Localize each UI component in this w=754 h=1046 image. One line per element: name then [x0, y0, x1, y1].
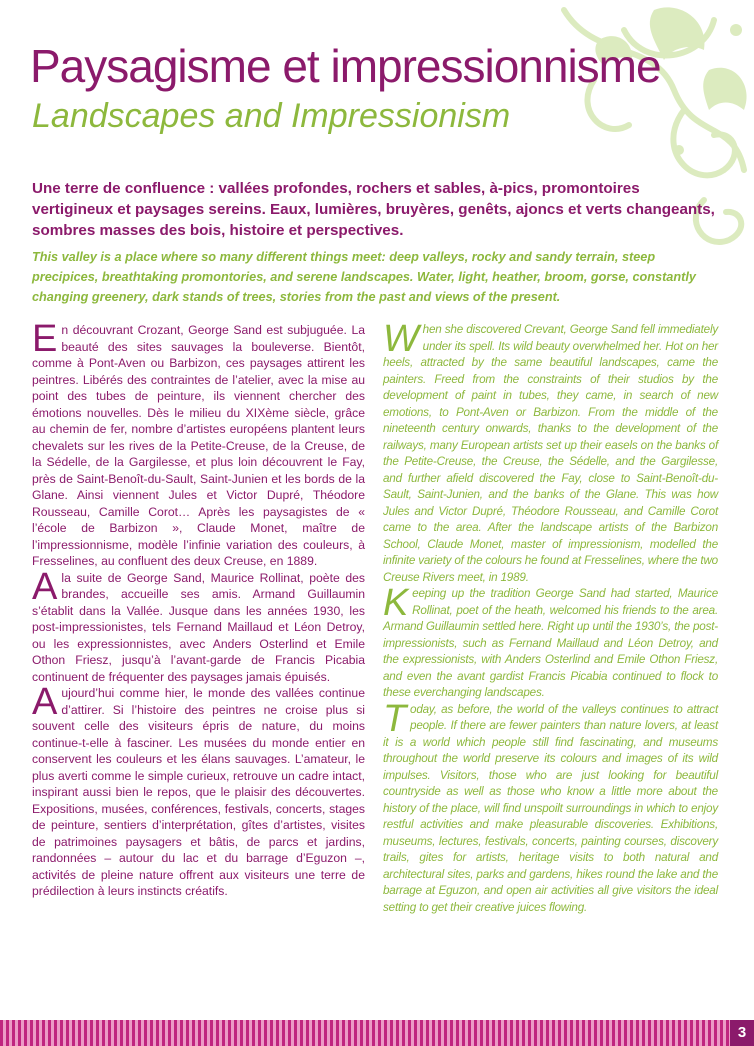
drop-cap: A: [32, 565, 58, 608]
paragraph-text: n découvrant Crozant, George Sand est subjuguée. La beauté des sites sauvages la bouleverse. Bientôt, comme à Pont-Aven ou Barbizon, ces paysages attirent les peintres. Libérés des contraintes de l’atelier, avec la mise au point des tubes de peinture, ils viennent chercher des émotions nouvelles. Dès le milieu du XIXème siècle, grâce au chemin de fer, nombre d’artistes européens plantent leurs chevalets sur les rives de la Petite-Creuse, de la Creuse, de la Sédelle, de la Gargilesse, et plus loin découvrent le Fay, près de Saint-Benoît-du-Sault, Saint-Junien et les bords de la Glane. Ainsi viennent Jules et Victor Dupré, Théodore Rousseau, Camille Corot… Après les paysagistes de « l’école de Barbizon », Claude Monet, maître de l’impressionnisme, modèle l’infinie variation des couleurs, à Fresselines, au confluent des deux Creuse, en 1889.: [32, 323, 365, 568]
lead-paragraph-fr: Une terre de confluence : vallées profondes, rochers et sables, à-pics, promontoires vertigineux et paysages sereins. Eaux, lumières, bruyères, genêts, ajoncs et verts changeants, sombres masses des bois, histoire et perspectives.: [32, 180, 715, 239]
paragraph-fr: [32, 318, 365, 570]
paragraph-fr: [32, 565, 365, 686]
lead-paragraph-en: This valley is a place where so many different things meet: deep valleys, rocky and sandy terrain, steep precipices, breathtaking promontories, and serene landscapes. Water, light, heather, broom, gorse, constantly changing greenery, dark stands of trees, stories from the past and views of the present.: [32, 250, 696, 304]
page-number: 3: [730, 1020, 754, 1046]
drop-cap: W: [383, 318, 419, 360]
paragraph-fr: [32, 681, 365, 900]
paragraph-en: [383, 318, 718, 586]
drop-cap: A: [32, 681, 58, 723]
paragraph-text: eeping up the tradition George Sand had started, Maurice Rollinat, poet of the heath, welcomed his friends to the area. Armand Guillaumin settled here. Right up until the 1930’s, the post-impressionists, such as Fernand Maillaud and Léon Detroy, and the expressionists, with Anders Osterlind and Emile Othon Friesz, and even the avant gardist Francis Picabia continued to flock to these everchanging landscapes.: [383, 587, 718, 699]
drop-cap: K: [383, 582, 409, 624]
footer-stripe-band: [0, 1020, 754, 1046]
paragraph-text: oday, as before, the world of the valleys continues to attract people. If there are fewer painters than nature lovers, at least it is a world which people still find fascinating, and museums throughout the world preserve its colours and images of its wild impulses. Visitors, those who are just looking for beautiful countryside as well as those who know a little more about the history of the place, will find unspoilt surroundings in which to enjoy restful activities and make pleasurable discoveries. Exhibitions, museums, lectures, festivals, concerts, painting courses, discovery trails, gites for artists, heritage visits to both natural and architectural sites, parks and gardens, hikes round the lake and the barrage at Eguzon, and open air activities all give visitors the ideal setting to get their creative juices flowing.: [383, 702, 718, 914]
paragraph-en: [383, 697, 718, 917]
drop-cap: E: [32, 318, 58, 360]
french-column: [32, 318, 365, 900]
page-subtitle: Landscapes and Impressionism: [32, 97, 511, 135]
drop-cap: T: [383, 697, 407, 740]
paragraph-text: la suite de George Sand, Maurice Rollinat, poète des brandes, accueille ses amis. Armand Guillaumin s’établit dans la Vallée. Jusque dans les années 1930, les post-impressionistes, tels Fernand Maillaud et Léon Detroy, ou les expressionnistes, avec Anders Osterlind et Emile Othon Friesz, jusqu’à l’avant-garde de Francis Picabia continuent de fréquenter des paysages jamais épuisés.: [32, 570, 365, 684]
paragraph-text: ujourd’hui comme hier, le monde des vallées continue d’attirer. Si l’histoire des peintres ne croise plus si souvent celle des visiteurs épris de nature, du moins continue-t-elle à fasciner. Les musées du monde entier en conservent les couleurs et les élans sauvages. L’amateur, le plus averti comme le simple curieux, retrouve un cadre intact, inspirant aussi bien le repos, que le plaisir des découvertes. Expositions, musées, conférences, festivals, concerts, stages de peinture, sentiers d’interprétation, gîtes d’artistes, visites de patrimoines paysagers et bâtis, de parcs et jardins, randonnées – autour du lac et du barrage d’Eguzon –, activités de pleine nature offrent aux visiteurs une terre de prédilection à leurs instincts créatifs.: [32, 686, 365, 898]
english-column: [383, 318, 718, 916]
paragraph-en: [383, 582, 718, 702]
paragraph-text: hen she discovered Crevant, George Sand fell immediately under its spell. Its wild beauty overwhelmed her. Hot on her heels, attracted by the same beautiful landscapes, came the painters. Freed from the constraints of their studios by the development of paint in tubes, they came, in search of new emotions, to Pont-Aven or Barbizon. From the middle of the nineteenth century onwards, thanks to the development of the railways, many European artists set up their easels on the banks of the Petite-Creuse, the Creuse, the Sédelle, and the Gargilesse, and further afield discovered the Fay, close to Saint-Benoît-du-Sault, Saint-Junien, and the banks of the Glane. This was how Jules and Victor Dupré, Théodore Rousseau, and Camille Corot came to the area. After the landscape artists of the Barbizon School, Claude Monet, master of impressionism, modelled the infinite variety of the colours he found at Fresselines, where the two Creuse Rivers meet, in 1989.: [383, 323, 718, 584]
page-title: Paysagisme et impressionnisme: [30, 40, 661, 92]
